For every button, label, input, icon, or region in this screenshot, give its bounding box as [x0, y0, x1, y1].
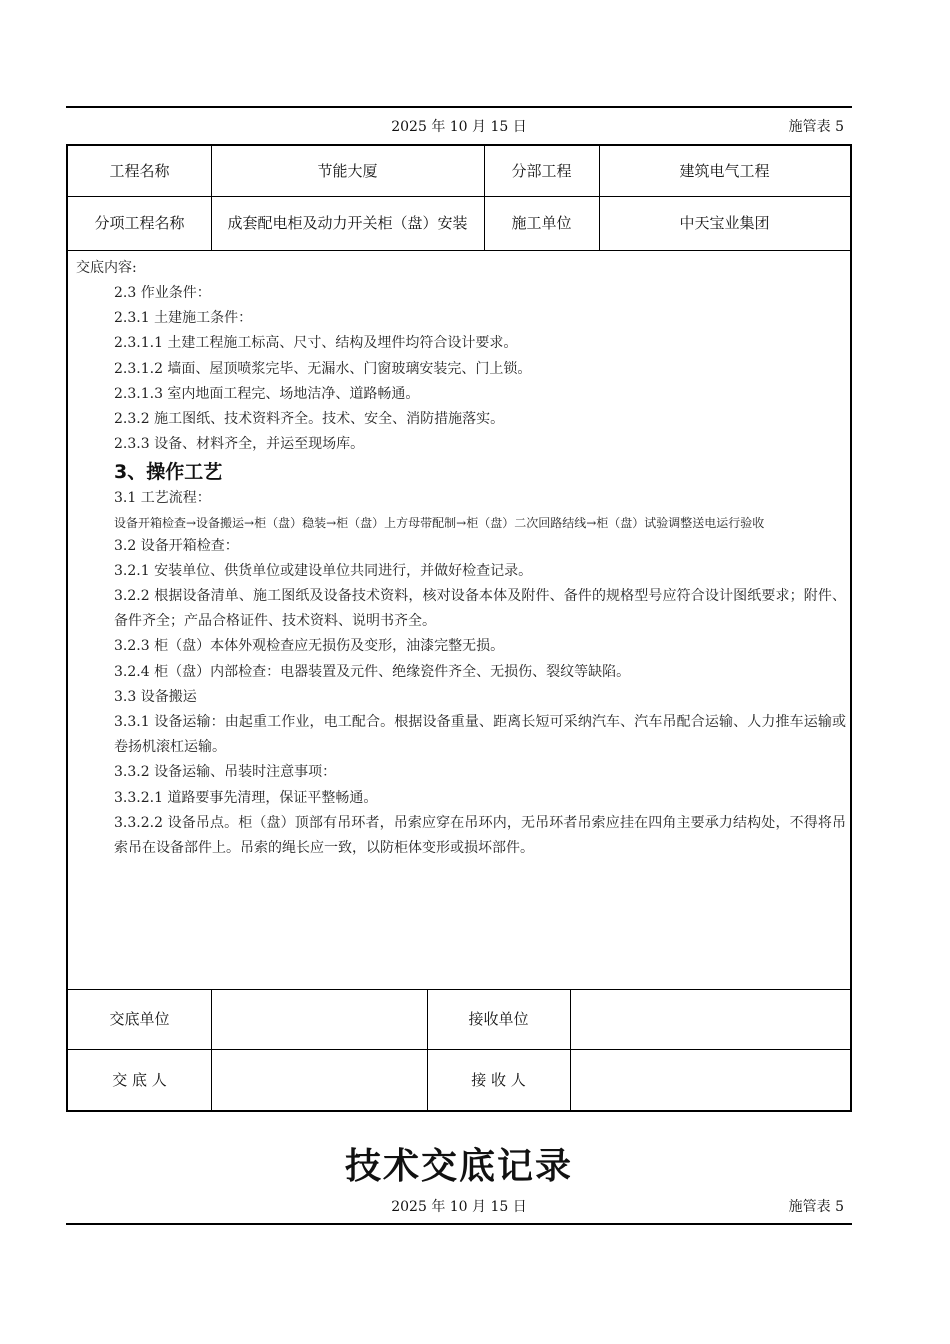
contractor-label: 施工单位 [511, 214, 572, 232]
from-person-field [211, 1049, 427, 1110]
content-line: 3.3.2 设备运输、吊装时注意事项： [114, 764, 337, 781]
content-line: 2.3.1 土建施工条件： [114, 310, 253, 327]
content-line: 2.3.2 施工图纸、技术资料齐全。技术、安全、消防措施落实。 [114, 411, 505, 428]
from-person-label: 交 底 人 [112, 1070, 167, 1089]
next-page-form-code: 施管表 5 [788, 1199, 844, 1215]
content-line: 3.1 工艺流程： [114, 490, 211, 507]
next-page-date: 2025 年 10 月 15 日 [391, 1199, 527, 1215]
process-flow: 设备开箱检查→设备搬运→柜（盘）稳装→柜（盘）上方母带配制→柜（盘）二次回路结线→柜（盘）试验调整送电运行验收 [114, 515, 765, 530]
content-line: 2.3.1.2 墙面、屋顶喷浆完毕、无漏水、门窗玻璃安装完、门上锁。 [114, 360, 532, 377]
subitem-label: 分项工程名称 [94, 214, 185, 232]
disclosure-content [76, 258, 846, 861]
content-line: 3.3.2.2 设备吊点。柜（盘）顶部有吊环者，吊索应穿在吊环内，无吊环者吊索应挂在四角主要承力结构处，不得将吊索吊在设备部件上。吊索的绳长应一致，以防柜体变形或损坏部件。 [114, 814, 846, 857]
project-name-value: 节能大厦 [317, 162, 378, 180]
header-line [66, 116, 852, 136]
project-name-label: 工程名称 [109, 162, 170, 180]
col-divider [599, 146, 600, 250]
content-line: 3.2.4 柜（盘）内部检查：电器装置及元件、绝缘瓷件齐全、无损伤、裂纹等缺陷。 [114, 663, 631, 680]
from-unit-field [211, 989, 427, 1049]
content-line: 2.3 作业条件： [114, 285, 211, 301]
top-rule [66, 106, 852, 108]
to-unit-label: 接收单位 [468, 1010, 529, 1028]
content-line: 3.2 设备开箱检查： [114, 537, 239, 554]
content-line: 3.2.3 柜（盘）本体外观检查应无损伤及变形，油漆完整无损。 [114, 638, 505, 655]
form-code: 施管表 5 [788, 119, 844, 135]
row-divider [68, 196, 850, 197]
header-date: 2025 年 10 月 15 日 [391, 119, 527, 135]
to-person-label: 接 收 人 [471, 1070, 526, 1089]
col-divider [211, 146, 212, 250]
content-line: 3.2.2 根据设备清单、施工图纸及设备技术资料，核对设备本体及附件、备件的规格型号应符合设计图纸要求；附件、备件齐全；产品合格证件、技术资料、说明书齐全。 [114, 588, 846, 630]
col-divider [484, 146, 485, 250]
content-line: 3.3.1 设备运输：由起重工作业，电工配合。根据设备重量、距离长短可采纳汽车、汽车吊配合运输、人力推车运输或卷扬机滚杠运输。 [114, 714, 846, 756]
row-divider [68, 250, 850, 251]
content-line: 3.3.2.1 道路要事先清理，保证平整畅通。 [114, 789, 378, 806]
section-heading: 3、操作工艺 [114, 461, 223, 484]
content-intro: 交底内容: [76, 260, 137, 276]
division-value: 建筑电气工程 [679, 162, 770, 180]
subitem-value: 成套配电柜及动力开关柜（盘）安装 [227, 214, 468, 232]
record-table [66, 144, 852, 1112]
content-line: 2.3.1.3 室内地面工程完、场地洁净、道路畅通。 [114, 385, 420, 402]
content-line: 3.3 设备搬运 [114, 688, 197, 705]
to-person-field [570, 1049, 850, 1110]
contractor-value: 中天宝业集团 [679, 214, 770, 232]
division-label: 分部工程 [511, 162, 572, 180]
next-page-header-line [66, 1196, 852, 1216]
from-unit-label: 交底单位 [109, 1010, 170, 1028]
content-line: 3.2.1 安装单位、供货单位或建设单位共同进行，并做好检查记录。 [114, 562, 533, 579]
content-line: 2.3.3 设备、材料齐全，并运至现场库。 [114, 436, 365, 453]
content-line: 2.3.1.1 土建工程施工标高、尺寸、结构及埋件均符合设计要求。 [114, 335, 518, 352]
to-unit-field [570, 989, 850, 1049]
next-page-title: 技术交底记录 [344, 1146, 573, 1187]
bottom-rule [66, 1223, 852, 1225]
